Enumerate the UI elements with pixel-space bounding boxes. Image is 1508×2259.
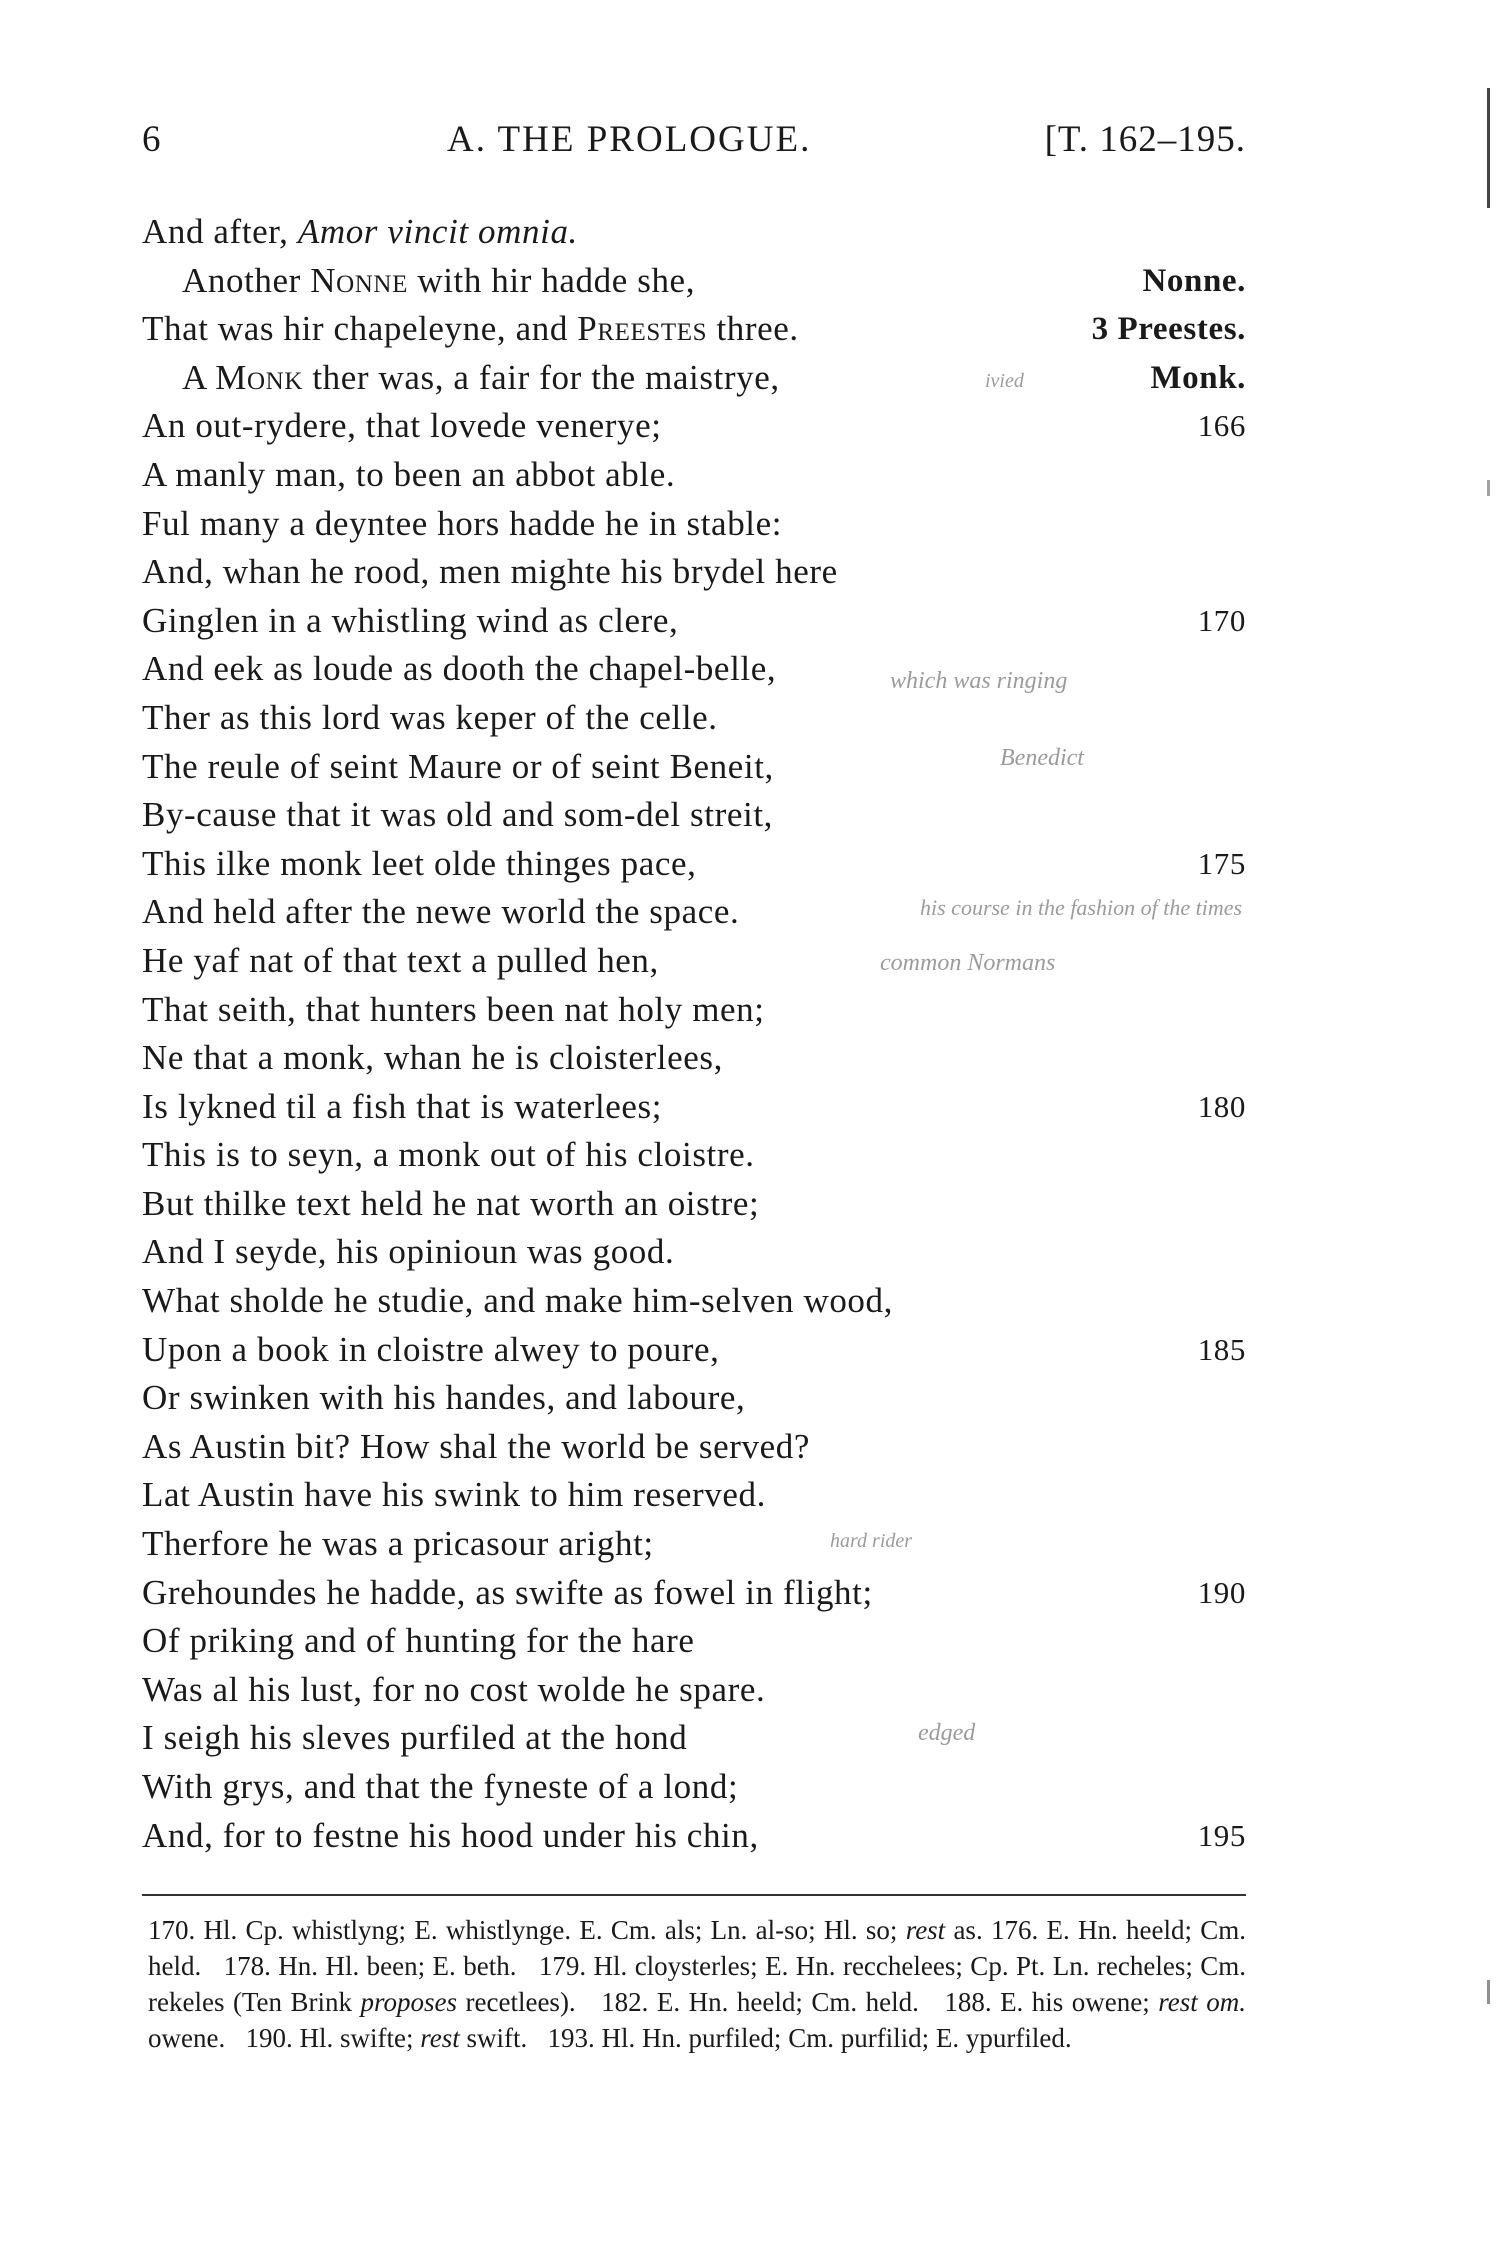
footnote-178: 178. Hn. Hl. been; E. beth. — [223, 1951, 517, 1981]
marginal-note: which was ringing — [890, 668, 1068, 694]
poem-line-text — [142, 1763, 738, 1812]
poem-line-segment: A manly man, to been an abbot able. — [142, 454, 676, 494]
poem-line-text — [142, 1714, 687, 1763]
footnotes — [148, 1912, 1246, 2056]
footnote-176: 176. E. Hn. heeld; Cm. held. — [148, 1915, 1246, 1981]
poem-line — [142, 1666, 1246, 1715]
poem-line-segment: And eek as loude as dooth the chapel-belle, — [142, 649, 777, 689]
poem-line-segment: Lat Austin have his swink to him reserved. — [142, 1475, 766, 1515]
side-note: Monk. — [1150, 359, 1246, 396]
poem-line-segment: Ne that a monk, whan he is cloisterlees, — [142, 1038, 723, 1078]
poem-line — [142, 1423, 1246, 1472]
poem-line-text — [142, 1812, 759, 1861]
line-number: 170 — [1197, 602, 1246, 638]
marginal-note: his course in the fashion of the times — [920, 895, 1243, 920]
poem-line — [142, 1617, 1246, 1666]
poem-line-segment: And held after the newe world the space. — [142, 892, 740, 932]
poem-line-text — [142, 208, 578, 257]
footnote-170: 170. Hl. Cp. whistlyng; E. whistlynge. E. Cm. als; Ln. al-so; Hl. so; — [148, 1915, 906, 1945]
poem-line-text — [142, 1471, 766, 1520]
footnote-188: 188. E. his owene; — [944, 1987, 1150, 2017]
line-number: 175 — [1197, 845, 1246, 881]
poem-line-text — [142, 1228, 674, 1277]
poem-line-segment: Grehoundes he hadde, as swifte as fowel in flight; — [142, 1572, 873, 1612]
footnote-170-end: as. — [945, 1915, 983, 1945]
footnote-188-rest-om: rest om. — [1158, 1987, 1247, 2017]
line-number: 185 — [1197, 1331, 1246, 1367]
poem-line-text — [142, 402, 662, 451]
footnote-179-proposes: proposes — [360, 1987, 458, 2017]
poem-line-text — [142, 1423, 810, 1472]
poem-line-segment: Is lykned til a fish that is waterlees; — [142, 1086, 663, 1126]
page-title: A. THE PROLOGUE. — [447, 119, 812, 160]
footnote-190-rest: rest — [420, 2023, 460, 2053]
poem-line — [142, 1374, 1246, 1423]
poem-line — [142, 1277, 1246, 1326]
poem-line-segment: And, whan he rood, men mighte his brydel here — [142, 552, 838, 592]
poem-line-segment: This is to seyn, a monk out of his cloistre. — [142, 1135, 755, 1175]
poem-line-text — [142, 1666, 765, 1715]
poem-line — [142, 1131, 1246, 1180]
poem-line-text — [142, 645, 776, 694]
poem-line-text — [142, 986, 765, 1035]
poem-line-text — [142, 888, 739, 937]
poem-text — [142, 208, 1246, 1860]
poem-line-segment: What sholde he studie, and make him-selven wood, — [142, 1281, 893, 1321]
poem-line-segment: I seigh his sleves purfiled at the hond — [142, 1718, 688, 1758]
poem-line — [142, 451, 1246, 500]
poem-line — [142, 354, 1246, 403]
poem-line-segment: Another — [182, 260, 311, 300]
page-edge-mark — [1487, 1980, 1490, 2004]
poem-line — [142, 937, 1246, 986]
side-note: 3 Preestes. — [1091, 311, 1246, 348]
line-number: 166 — [1197, 408, 1246, 444]
poem-line — [142, 1180, 1246, 1229]
poem-line-segment: He yaf nat of that text a pulled hen, — [142, 940, 659, 980]
poem-line — [142, 548, 1246, 597]
poem-line-text — [182, 354, 780, 403]
footnote-170-rest: rest — [905, 1915, 946, 1945]
footnote-190: 190. Hl. swifte; — [245, 2023, 421, 2053]
poem-line-text — [142, 1034, 723, 1083]
line-range: [T. 162–195. — [1044, 119, 1246, 160]
poem-line-text — [142, 1569, 873, 1618]
poem-line-segment: Amor vincit omnia. — [297, 212, 578, 251]
poem-line-segment: That seith, that hunters been nat holy men; — [142, 989, 765, 1029]
poem-line — [142, 1228, 1246, 1277]
poem-line-segment: A — [182, 357, 216, 397]
poem-line-segment: Monk — [215, 357, 303, 397]
poem-line-text — [142, 500, 782, 549]
poem-line-text — [142, 1083, 662, 1132]
poem-line-segment: An out-rydere, that lovede venerye; — [142, 406, 662, 446]
poem-line-segment: with hir hadde she, — [407, 260, 696, 300]
poem-line-text — [142, 743, 774, 792]
poem-line-segment: That was hir chapeleyne, and — [142, 309, 578, 349]
poem-line-segment: three. — [707, 309, 799, 349]
poem-line — [142, 1083, 1246, 1132]
poem-line — [142, 1326, 1246, 1375]
poem-line-segment: Ful many a deyntee hors hadde he in stable: — [142, 503, 783, 543]
poem-line-text — [142, 694, 718, 743]
marginal-note: edged — [918, 1720, 976, 1746]
poem-line-segment: Of priking and of hunting for the hare — [142, 1621, 695, 1661]
page-edge-mark — [1487, 480, 1490, 496]
poem-line-segment: And I seyde, his opinioun was good. — [142, 1232, 675, 1272]
poem-line — [142, 840, 1246, 889]
poem-line — [142, 986, 1246, 1035]
poem-line-segment: Ginglen in a whistling wind as clere, — [142, 600, 679, 640]
poem-line-segment: This ilke monk leet olde thinges pace, — [142, 843, 697, 883]
side-note: Nonne. — [1142, 262, 1246, 299]
poem-line — [142, 257, 1246, 306]
poem-line — [142, 1763, 1246, 1812]
poem-line-text — [142, 548, 838, 597]
line-number: 190 — [1197, 1574, 1246, 1610]
poem-line-text — [142, 451, 675, 500]
poem-line — [142, 1034, 1246, 1083]
poem-line-segment: And after, — [142, 212, 298, 251]
poem-line-text — [182, 257, 695, 306]
poem-line-text — [142, 1374, 745, 1423]
footnote-rule — [142, 1894, 1246, 1896]
poem-line-text — [142, 1131, 755, 1180]
poem-line — [142, 402, 1246, 451]
poem-line-segment: Therfore he was a pricasour aright; — [142, 1524, 654, 1564]
poem-line-segment: Preestes — [577, 309, 708, 349]
poem-line-segment: Was al his lust, for no cost wolde he spare. — [142, 1669, 766, 1709]
footnote-193: 193. Hl. Hn. purfiled; Cm. purfilid; E. ypurfiled. — [547, 2023, 1072, 2053]
poem-line-segment: Or swinken with his handes, and laboure, — [142, 1378, 746, 1418]
poem-line — [142, 208, 1246, 257]
poem-line-segment: By-cause that it was old and som-del streit, — [142, 795, 773, 835]
poem-line-segment: As Austin bit? How shal the world be served? — [142, 1426, 810, 1466]
poem-line-text — [142, 840, 696, 889]
line-number: 195 — [1197, 1817, 1246, 1853]
poem-line — [142, 1471, 1246, 1520]
page-number: 6 — [142, 119, 162, 160]
footnote-179: 179. Hl. cloysterles; E. Hn. recchelees; Cp. Pt. Ln. recheles; Cm. rekeles (Ten Brink — [148, 1951, 1247, 2017]
poem-line-segment: The reule of seint Maure or of seint Beneit, — [142, 746, 774, 786]
poem-line-text — [142, 791, 773, 840]
line-number: 180 — [1197, 1088, 1246, 1124]
poem-line-text — [142, 1180, 759, 1229]
poem-line-text — [142, 597, 678, 646]
poem-line-segment: Upon a book in cloistre alwey to poure, — [142, 1329, 720, 1369]
page-header — [142, 118, 1246, 178]
marginal-note: common Normans — [880, 950, 1056, 976]
poem-line — [142, 1714, 1246, 1763]
poem-line-text — [142, 1617, 695, 1666]
page-edge-mark — [1487, 88, 1490, 208]
poem-line-segment: With grys, and that the fyneste of a lond; — [142, 1767, 739, 1806]
poem-line — [142, 791, 1246, 840]
footnote-182: 182. E. Hn. heeld; Cm. held. — [601, 1987, 919, 2017]
poem-line — [142, 1569, 1246, 1618]
poem-line-text — [142, 937, 659, 986]
poem-line-segment: Nonne — [310, 260, 408, 300]
poem-line-text — [142, 305, 799, 354]
poem-line — [142, 694, 1246, 743]
poem-line-text — [142, 1326, 719, 1375]
footnote-179-end: recetlees). — [457, 1987, 576, 2017]
poem-line-segment: Ther as this lord was keper of the celle. — [142, 697, 718, 737]
poem-line-segment: But thilke text held he nat worth an oistre; — [142, 1183, 760, 1223]
marginal-note: Benedict — [1000, 745, 1084, 771]
poem-line-text — [142, 1520, 654, 1569]
poem-line — [142, 597, 1246, 646]
poem-line-segment: ther was, a fair for the maistrye, — [302, 357, 780, 397]
poem-line — [142, 645, 1246, 694]
marginal-note: ivied — [985, 370, 1024, 392]
poem-line — [142, 500, 1246, 549]
marginal-note: hard rider — [830, 1530, 913, 1552]
poem-line-segment: And, for to festne his hood under his chin, — [142, 1815, 759, 1855]
footnote-190-end: swift. — [459, 2023, 528, 2053]
footnote-188-end: owene. — [148, 2023, 226, 2053]
poem-line — [142, 1520, 1246, 1569]
poem-line-text — [142, 1277, 893, 1326]
poem-line — [142, 305, 1246, 354]
poem-line — [142, 1812, 1246, 1861]
